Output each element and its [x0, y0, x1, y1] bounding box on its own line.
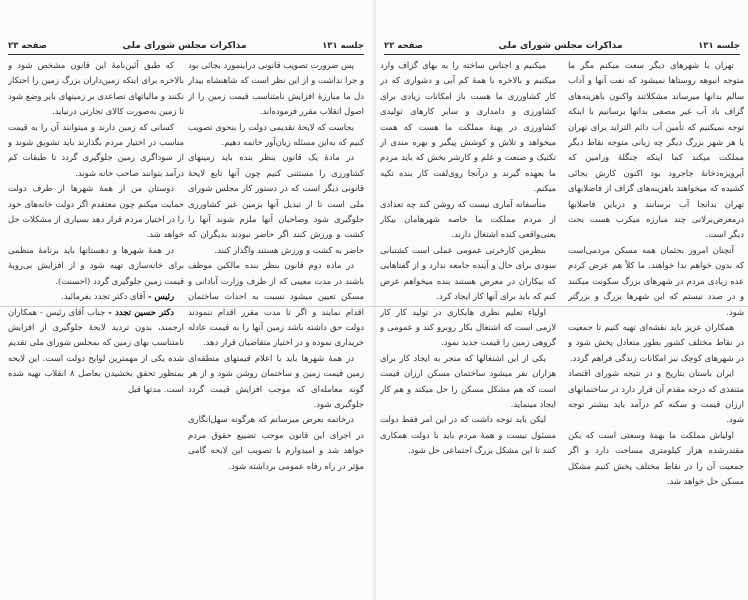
paragraph	[188, 150, 364, 258]
paragraph	[568, 320, 744, 366]
paragraph-text: در همهٔ شهرها و دهستانها باید برنامهٔ منظمی برای خانه‌سازی تهیه شود و از افزایش بی‌رویهٔ قیمت زمین جلوگیری گردد (احسنت).	[8, 244, 184, 286]
speaker-paragraph	[8, 289, 184, 304]
paragraph-text: که طبق آئین‌نامهٔ این قانون مشخص شود و بالاخره برای اینکه زمین‌داران بزرگ زمین را احتکار نکنند و مالیاتهای تصاعدی بر زمینهای بایر وضع شود تا زمین به‌صورت کالای تجارتی درنیاید.	[8, 60, 184, 117]
paragraph-text: بنظرمن کارخرتی عمومی عملی است کشتبانی سودی برای حال و آینده جامعه ندارد و از گفتاهایی که بیکاران در معرض هستند بنده میخواهم عرض کنم که باید برای آنها کار ایجاد کرد.	[380, 244, 556, 302]
paragraph	[380, 351, 556, 413]
paragraph	[8, 58, 184, 120]
paragraph	[8, 120, 184, 182]
speaker-paragraph	[8, 305, 184, 397]
paragraph-text: لیکن باید توجه داشت که در این امر فقط دولت مسئول نیست و همهٔ مردم باید با دولت همکاری کنند تا این مشکل بزرگ اجتماعی حل شود.	[380, 414, 556, 456]
speaker-name: دکتر حسین تجدد -	[108, 306, 174, 317]
paragraph	[568, 243, 744, 320]
paragraph	[8, 181, 184, 243]
page-header	[8, 38, 364, 55]
header-title: مذاکرات مجلس شورای ملی	[498, 41, 623, 51]
paragraph	[380, 197, 556, 243]
paragraph	[380, 412, 556, 458]
paragraph	[188, 258, 364, 350]
paragraph-text: میکنیم و اجناس ساخته را به بهای گزاف وارد میکنیم و بالاخره با همهٔ کم آبی و دشواری که در کار کشاورزی ما هست باز امکانات زیادی برای کشاورزی و دامداری و سایر کارهای تولیدی کشاورزی در پهنهٔ مملکت ما هست که همت میخواهد و تلاش و کوشش پیگیر و بهره مندی از تکنیک و صنعت و علم و کارشر بخش که باید مردم ما بعهده گیرند و درآنجا روی‌لفت کار بنده تکیه میکنم.	[380, 60, 556, 194]
text-column-right	[568, 58, 744, 590]
paragraph	[8, 243, 184, 289]
left-page	[0, 0, 372, 600]
session-number: جلسه ۱۳۱	[698, 41, 740, 51]
paragraph	[568, 366, 744, 428]
speaker-name: رئیس -	[148, 291, 174, 302]
paragraph-text: آقای دکتر تجدد بفرمائید.	[61, 291, 146, 302]
right-page	[376, 0, 748, 600]
session-number: جلسه ۱۳۱	[322, 41, 364, 51]
paragraph	[188, 412, 364, 474]
paragraph-text: آنچنان امروز بحثمان همه مسکن مردمی‌است که بدون خواهم ندا خواهند. ما کلاً هم عرض کردم عده زیادی مردم در شهرهای بزرگ سکونت میکنند و در صدد نیستم که این شهرها بزرگ و بزرگتر شود.	[568, 244, 744, 317]
paragraph	[568, 428, 744, 490]
paragraph-text: درخاتمه بعرض میرسانم که هرگونه سهل‌انگاری در اجرای این قانون موجب تضییع حقوق مردم خواهد شد و امیدوارم با تصویب این لایحه گامی مؤثر در راه رفاه عمومی برداشته شود.	[188, 414, 364, 471]
header-title: مذاکرات مجلس شورای ملی	[122, 41, 247, 51]
paragraph-text: در همهٔ شهرها باید با اعلام قیمتهای منطقه‌ای زمین قیمت زمین و ساختمان روشن شود و از هر گونه معامله‌ای که موجب افزایش قیمت گردد جلوگیری شود.	[188, 352, 364, 409]
paragraph	[188, 58, 364, 120]
page-number: صفحه ۲۳	[8, 41, 47, 51]
paragraph-text: پس ضرورت تصویب قانونی دراینمورد بجائی بود و جرا نداشت و از این نظر است که شاهنشاه بیدار دل ما مبارزهٔ افزایش نامتناسب قیمت زمین را از اصول انقلاب مقرر فرموده‌اند.	[188, 60, 364, 117]
text-column-left	[8, 58, 184, 590]
paragraph-text: در ماده دوم قانون بنظر بنده مالکین موظف باشند در مدت معینی که از طرف وزارت آبادانی و مسکن تعیین میشود نسبت به احداث ساختمان اقدام نمایند و اگر تا مدت مقرر اقدام ننمودند دولت حق داشته باشد زمین آنها را به قیمت عادله خریداری نموده و در اختیار متقاضیان قرار دهد.	[188, 260, 364, 348]
paragraph-text: ایران باستان بتاریخ و در نتیجه شورای اقتصاد متنفذی که درجه مقدم آن قرار دارد در ساختمانهای ارزان قیمت و سکنه کم درآمد باید بیشتر توجه شود.	[568, 368, 744, 425]
page-header	[384, 38, 740, 55]
paragraph	[380, 243, 556, 305]
paragraph	[188, 120, 364, 151]
paragraph-text: جناب آقای رئیس - همکاران ارجمند، بدون تردید لایحهٔ جلوگیری از افزایش نامتناسب بهای زمین که بمجلس شورای ملی تقدیم شده یکی از مهمترین لوایح دولت است. این لایحه بمنظور تحقق بخشیدن بعاصل ۸ انقلاب تهیه شده است. مدتها قبل	[8, 306, 184, 394]
paragraph-text: یکی از این اشتغالها که منجر به ایجاد کار برای هزاران نفر میشود ساختمان مسکن ارزان قیمت است که هم مشکل مسکن را حل میکند و هم کار ایجاد مینماید.	[380, 352, 556, 409]
text-column-left	[380, 58, 556, 590]
paragraph-text: کسانی که زمین دارند و میتوانند آن را به قیمت مناسب در اختیار مردم بگذارند باید تشویق شوند و از سوداگری زمین جلوگیری گردد تا طبقات کم درآمد بتوانند صاحب خانه شوند.	[8, 121, 184, 178]
paragraph-text: اولیاش مملکت ما بهمهٔ وسعتی است که بکن مقتدرشده هزار کیلومتری مساحت دارد و اگر جمعیت آن را در نقاط مختلف پخش کنیم مشکل مسکن حل خواهد شد.	[568, 429, 744, 486]
paragraph-text: اولیاء تعلیم نظری هایکاری در تولید کار کار لازمی است که اشتغال بکار روبرو کند و عمومی و گروهی زمین را قیمت جدید نمود.	[380, 306, 556, 348]
paragraph-text: همکاران عزیز باید نقشه‌ای تهیه کنیم تا جمعیت در نقاط مختلف کشور بطور متعادل پخش شود و در شهرهای کوچک نیز امکانات زندگی فراهم گردد.	[568, 321, 744, 363]
paragraph-text: در مادهٔ یک قانون بنظر بنده باید زمینهای کشاورزی را مستثنی کنیم چون آنها تابع لایحهٔ قانونی دیگر است که در دستور کار مجلس شورای ملی است تا از تبدیل آنها بزمین غیر کشاورزی جلوگیری شود وصاحبان آنها ملزم شوند آنها را کشت و ورزش کنند اگر حاضر نبودند بدیگران که حاضر به کشت و ورزش هستند واگذار کنند.	[188, 152, 364, 255]
paragraph-text: بجاست که لایحهٔ تقدیمی دولت را بنحوی تصویب کنیم که به‌این مسئله زیان‌آور خاتمه دهیم.	[188, 121, 364, 148]
paragraph	[380, 58, 556, 197]
paragraph-text: دوستان من از همهٔ شهرها از طرف دولت حمایت میکنم چون معتقدم اگر دولت خانه‌های خود را در اختیار مردم قرار دهد بسیاری از مشکلات حل خواهد شد.	[8, 183, 184, 240]
text-column-right	[188, 58, 364, 590]
paragraph	[380, 305, 556, 351]
paragraph	[568, 58, 744, 243]
paragraph-text: تهران با شهرهای دیگر سعت میکنم مگر ما متوجه انبوهه روستاها نمیشود که نفت آنها و آداب سالم بدانها میرساند مشکلاتند واکنون باهزینه‌های گزاف باد آب غیر مصفی بدانها برسانیم با اینکه توجه نمیکنیم که تأمین آب دائم التزاید برای تهران یا هر شهر بزرگ دیگر چه زیانی متوجه نقاط دیگر مملکت میکند کما اینکه جنگلهٔ ورامین که آبرویزه‌دخانهٔ جاجرود بود اکنون کارش بجائی کشیده که میخواهند باهزینه‌های گزاف از فاضلابهای تهران بدانجا آب برسانند و درباین فاضلابها درمعرض‌برلانی چند مبارزه میکرب هست بحث دیگر است.	[568, 60, 744, 240]
paragraph-text: متأسفانه آماری نیست که روشن کند چه تعدادی از مردم مملکت ما خاصه شهرهامان بیکار یعنی‌واقعی کنده اشتغال دارند.	[380, 198, 556, 240]
page-number: صفحه ۲۲	[384, 41, 423, 51]
paragraph	[188, 351, 364, 413]
